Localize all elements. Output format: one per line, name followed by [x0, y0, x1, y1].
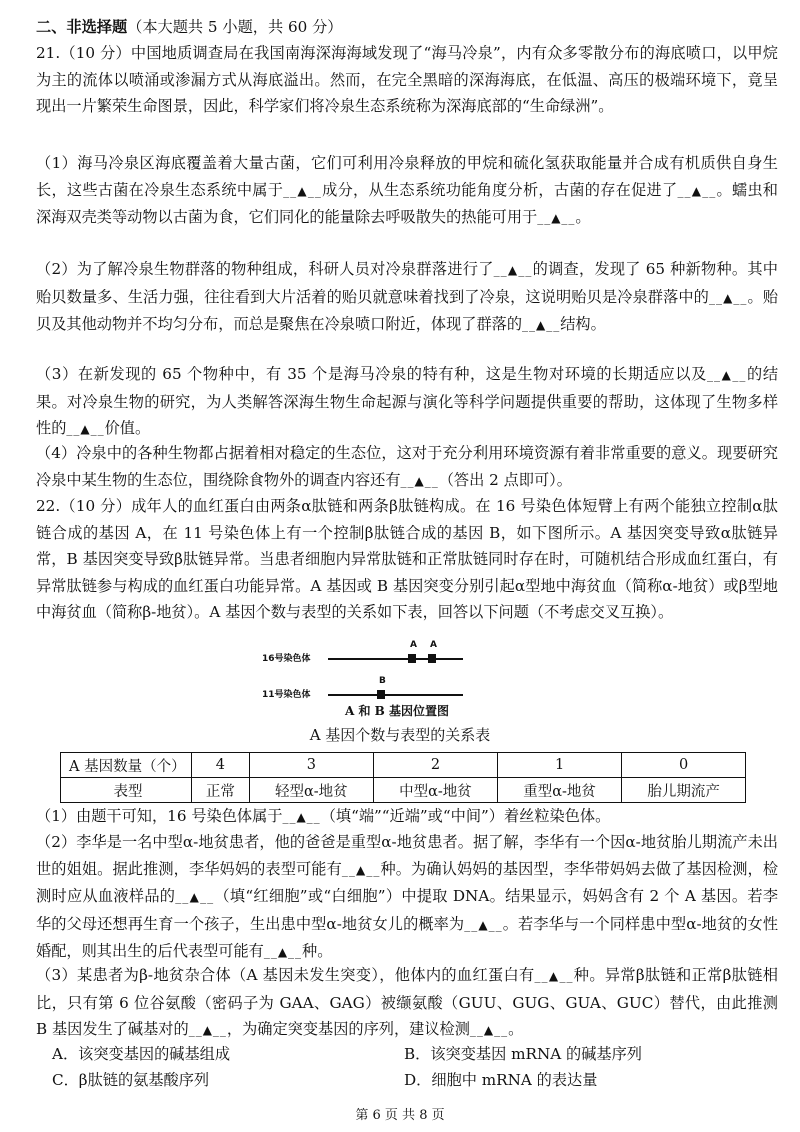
q21-p1-text: 。: [575, 208, 591, 227]
table-cell: 正常: [192, 778, 250, 803]
chr16-line: [328, 658, 463, 660]
q22-stem: 22.（10 分）成年人的血红蛋白由两条α肽链和两条β肽链构成。在 16 号染色体短臂上有两个能独立控制α肽链合成的基因 A，在 11 号染色体上有一个控制β肽链合成的基因 B，如下图所示。A 基因突变导致α肽链异常，B 基因突变导致β肽链异常。当患者细胞内异常肽链和正常肽链同时存在时，可随机结合形成血红蛋白，有异常肽链参与构成的血红蛋白功能异常。A 基因或 B 基因突变分别引起α型地中海贫血（简称α-地贫）或β型地中海贫血（简称β-地贫）。A 基因个数与表型的关系如下表，回答以下问题（不考虑交叉互换）。: [36, 497, 778, 622]
section-heading: [36, 14, 778, 41]
answer-blank[interactable]: __▲__: [537, 211, 576, 226]
gene-b-marker: [377, 690, 385, 699]
q21-p4-text: （4）冷泉中的各种生物都占据着相对稳定的生态位，这对于充分利用环境资源有着非常重要的意义。现要研究冷泉中某生物的生态位，围绕除食物外的调查内容还有: [36, 444, 778, 489]
q22-p2-text: （2）李华是一名中型α-地贫患者，他的爸爸是重型α-地贫患者。据了解，李华有一个因α-地贫胎儿期流产未出世的姐姐。据此推测，李华妈妈的表型可能有: [36, 833, 778, 878]
q21-p4-text: （答出 2 点即可）。: [438, 470, 572, 489]
option-c[interactable]: C．β肽链的氨基酸序列: [52, 1071, 210, 1089]
q21-part1: [36, 150, 778, 232]
q21-part3: [36, 361, 778, 443]
q21-p2-text: 结构。: [560, 315, 606, 334]
q21-p1-text: 。蠕虫和深海双壳类等动物以古菌为食，它们同化的能量除去呼吸散失的热能可用于: [36, 180, 778, 227]
gene-a-marker: [428, 654, 436, 663]
q22-p3-text: ，为确定突变基因的序列，建议检测: [226, 1020, 470, 1039]
page-footer: 第 6 页 共 8 页: [355, 1108, 445, 1123]
q22-p2-text: 种。: [302, 942, 333, 961]
section-title: 二、非选择题: [36, 18, 128, 36]
q21-p2-text: 。贻贝及其他动物并不均匀分布，而总是聚焦在冷泉喷口附近，体现了群落的: [36, 287, 779, 334]
table-cell: 轻型α-地贫: [249, 778, 373, 803]
answer-blank[interactable]: __▲__: [534, 969, 574, 983]
answer-blank[interactable]: __▲__: [522, 318, 561, 333]
answer-blank[interactable]: __▲__: [282, 810, 321, 824]
gene-phenotype-table: [60, 752, 746, 803]
table-cell: 0: [622, 753, 746, 778]
answer-blank[interactable]: __▲__: [341, 862, 381, 877]
gene-a-label: A: [430, 640, 437, 650]
q21-p2-text: 的调查，发现了 65 种新物种。其中贻贝数量多、生活力强，往往看到大片活着的贻贝就意味着找到了冷泉，这说明贻贝是冷泉群落中的: [36, 260, 778, 306]
q22-p3-text: 种。异常β肽链和正常β肽链相比，只有第 6 位谷氨酸（密码子为 GAA、GAG）被缬氨酸（GUU、GUG、GUA、GUC）替代，由此推测 B 基因发生了碱基对的: [36, 966, 778, 1039]
section-note: （本大题共 5 小题，共 60 分）: [127, 18, 343, 36]
table-cell: 胎儿期流产: [622, 778, 746, 803]
option-d[interactable]: D．细胞中 mRNA 的表达量: [404, 1071, 598, 1089]
q22-part3: [36, 962, 778, 1044]
answer-blank[interactable]: __▲__: [706, 368, 747, 382]
q22-p1-text: （填“端”“近端”或“中间”）着丝粒染色体。: [320, 807, 611, 825]
q21-p3-text: 价值。: [104, 419, 151, 438]
option-b[interactable]: B．该突变基因 mRNA 的碱基序列: [404, 1045, 642, 1063]
answer-blank[interactable]: __▲__: [66, 422, 105, 437]
answer-blank[interactable]: __▲__: [464, 917, 503, 932]
table-cell: 中型α-地贫: [373, 778, 497, 803]
answer-blank[interactable]: __▲__: [708, 290, 748, 305]
q22-p2-text: 。若李华与一个同样患中型α-地贫的女性婚配，则其出生的后代表型可能有: [36, 914, 779, 961]
table-row: [61, 778, 746, 803]
answer-blank[interactable]: __▲__: [188, 1023, 227, 1038]
table-cell: 1: [498, 753, 622, 778]
q22-p2-text: 种。为确认妈妈的基因型，李华带妈妈去做了基因检测，检测时应从血液样品的: [36, 859, 779, 906]
q21-p3-text: （3）在新发现的 65 个物种中，有 35 个是海马冷泉的特有种，这是生物对环境的长期适应以及: [36, 365, 707, 383]
chr11-line: [328, 694, 463, 696]
gene-position-diagram: [250, 640, 550, 723]
option-a[interactable]: A．该突变基因的碱基组成: [52, 1045, 231, 1063]
q21-part2: [36, 256, 778, 339]
gene-b-label: B: [379, 676, 386, 686]
q22-part1: [36, 803, 778, 831]
table-cell: 表型: [61, 778, 192, 803]
q22-part2: [36, 829, 778, 966]
answer-blank[interactable]: __▲__: [283, 183, 322, 198]
table-caption: A 基因个数与表型的关系表: [309, 726, 491, 744]
q21-p2-text: （2）为了解冷泉生物群落的物种组成，科研人员对冷泉群落进行了: [36, 260, 494, 278]
q22-p2-text: （填“红细胞”或“白细胞”）中提取 DNA。结果显示，妈妈含有 2 个 A 基因。若李华的父母还想再生育一个孩子，生出患中型α-地贫女儿的概率为: [36, 887, 779, 933]
table-row: [61, 753, 746, 778]
q21-p1-text: （1）海马冷泉区海底覆盖着大量古菌，它们可利用冷泉释放的甲烷和硫化氢获取能量并合成有机质供自身生长，这些古菌在冷泉生态系统中属于: [36, 154, 778, 199]
answer-blank[interactable]: __▲__: [400, 473, 439, 488]
diagram-caption: A 和 B 基因位置图: [345, 704, 449, 718]
table-cell: 4: [192, 753, 250, 778]
q22-p3-text: 。: [508, 1020, 524, 1039]
answer-blank[interactable]: __▲__: [469, 1023, 509, 1038]
answer-blank[interactable]: __▲__: [175, 890, 215, 905]
answer-blank[interactable]: __▲__: [677, 183, 717, 198]
q21-p3-text: 的结果。对冷泉生物的研究，为人类解答深海生物生命起源与演化等科学问题提供重要的帮助，这体现了生物多样性的: [36, 365, 778, 438]
q21-part4: [36, 440, 778, 494]
q21-stem: 21.（10 分）中国地质调查局在我国南海深海海域发现了“海马冷泉”，内有众多零散分布的海底喷口，以甲烷为主的流体以喷涌或渗漏方式从海底溢出。然而，在完全黑暗的深海海底，在低温、高压的极端环境下，竟呈现出一片繁荣生命图景，因此，科学家们将冷泉生态系统称为深海底部的“生命绿洲”。: [36, 44, 778, 116]
table-cell: 3: [249, 753, 373, 778]
table-cell: A 基因数量（个）: [61, 753, 192, 778]
answer-blank[interactable]: __▲__: [263, 945, 303, 960]
table-cell: 重型α-地贫: [498, 778, 622, 803]
q21-p1-text: 成分，从生态系统功能角度分析，古菌的存在促进了: [321, 180, 678, 199]
q22-p1-text: （1）由题干可知，16 号染色体属于: [36, 807, 283, 825]
q22-p3-text: （3）某患者为β-地贫杂合体（A 基因未发生突变），他体内的血红蛋白有: [36, 966, 535, 984]
answer-blank[interactable]: __▲__: [493, 263, 533, 277]
chr16-label: 16号染色体: [262, 654, 311, 664]
table-cell: 2: [373, 753, 497, 778]
gene-a-label: A: [410, 640, 417, 650]
chr11-label: 11号染色体: [262, 690, 311, 700]
gene-a-marker: [408, 654, 416, 663]
